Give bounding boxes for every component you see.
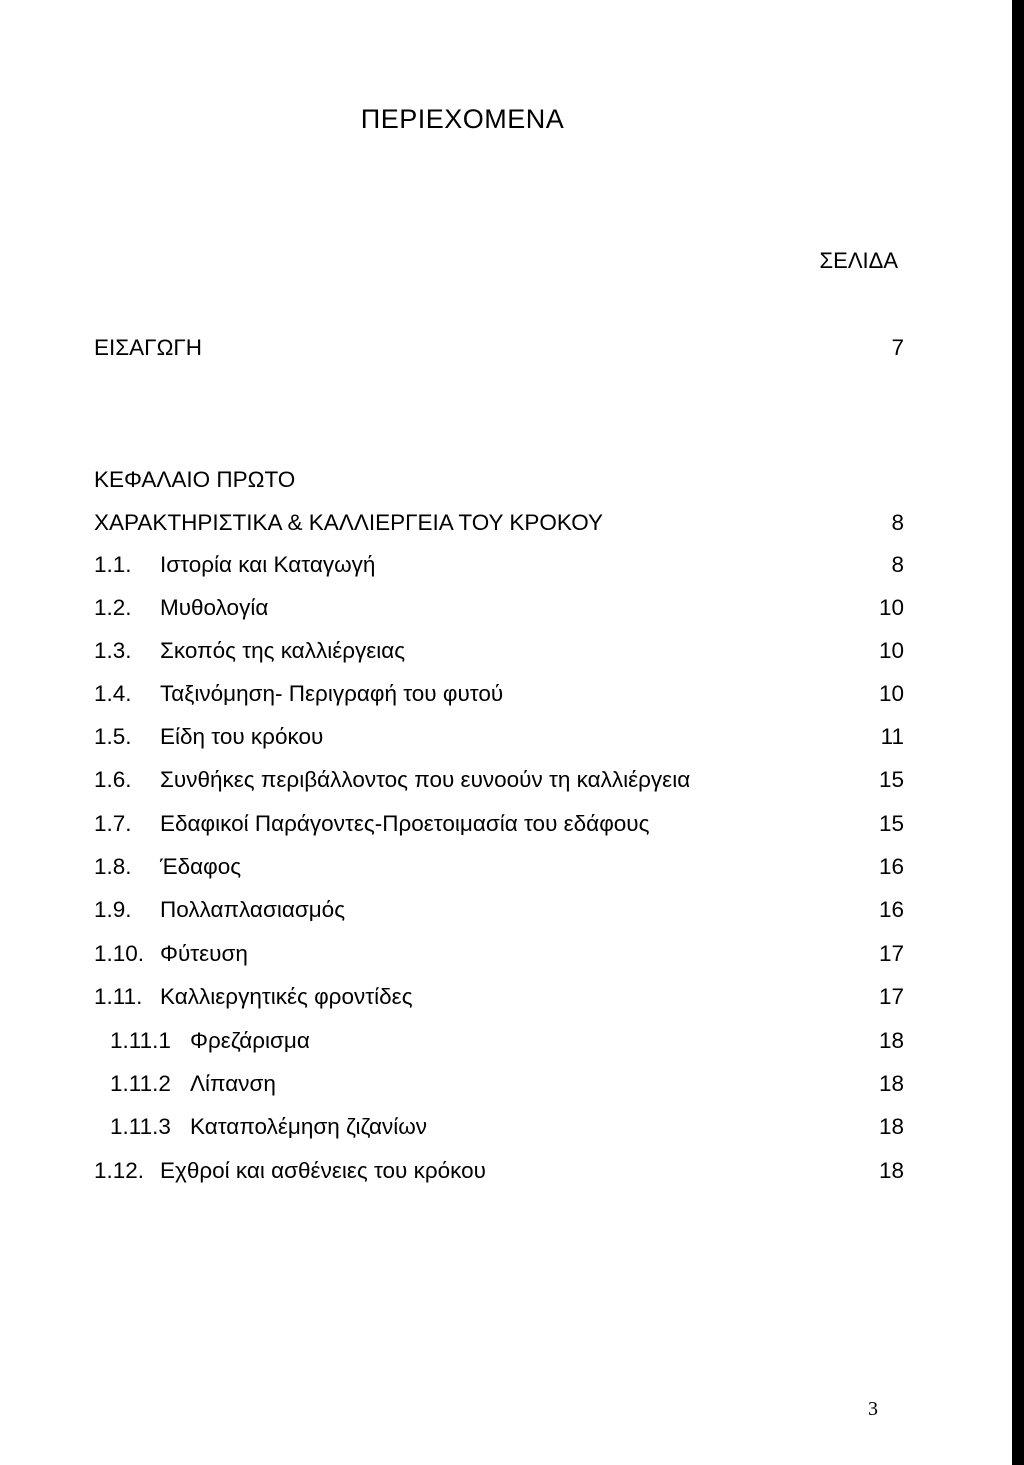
toc-entry — [94, 722, 904, 752]
toc-entry — [94, 636, 904, 666]
chapter-title-row — [94, 508, 904, 538]
toc-entry-label: Εδαφικοί Παράγοντες-Προετοιμασία του εδάφους — [160, 811, 650, 836]
toc-entry-number: 1.11.1 — [110, 1028, 171, 1053]
toc-entry — [94, 593, 904, 623]
chapter-title-page: 8 — [891, 510, 904, 535]
toc-entry-page: 11 — [880, 724, 904, 749]
toc-entry — [94, 1156, 904, 1186]
toc-entry-page: 17 — [878, 941, 904, 966]
toc-entry — [94, 809, 904, 839]
toc-entry-number: 1.6. — [94, 767, 132, 792]
page-title: ΠΕΡΙΕΧΟΜΕΝΑ — [360, 104, 565, 134]
toc-entry-label: Έδαφος — [160, 854, 242, 879]
toc-entry-page: 10 — [878, 638, 904, 663]
toc-entry — [94, 895, 904, 925]
toc-subentry — [94, 1112, 904, 1142]
toc-entry-number: 1.11.3 — [110, 1114, 171, 1139]
toc-entry-page: 10 — [878, 595, 904, 620]
toc-entry-label: Ταξινόμηση- Περιγραφή του φυτού — [160, 681, 504, 706]
toc-entry-number: 1.8. — [94, 854, 132, 879]
toc-entry-label: Πολλαπλασιασμός — [160, 897, 346, 922]
toc-entry-number: 1.5. — [94, 724, 132, 749]
toc-entry-page: 8 — [891, 552, 904, 577]
toc-entry-label: Φρεζάρισμα — [190, 1028, 310, 1053]
toc-entry-label: Φύτευση — [160, 941, 248, 966]
toc-entry — [94, 939, 904, 969]
chapter-heading — [94, 465, 904, 495]
toc-entry — [94, 982, 904, 1012]
toc-entry-page: 16 — [878, 897, 904, 922]
toc-entry-label: Ιστορία και Καταγωγή — [160, 552, 376, 577]
toc-entry-label: Λίπανση — [190, 1071, 276, 1096]
toc-entry-intro — [94, 333, 904, 363]
footer-page-number: 3 — [868, 1398, 878, 1420]
toc-entry-page: 18 — [878, 1114, 904, 1139]
toc-entry — [94, 679, 904, 709]
toc-entry-label: Εχθροί και ασθένειες του κρόκου — [160, 1158, 486, 1183]
toc-entry-label: Μυθολογία — [160, 595, 269, 620]
toc-entry-number: 1.7. — [94, 811, 132, 836]
toc-entry-number: 1.9. — [94, 897, 132, 922]
toc-subentry — [94, 1026, 904, 1056]
toc-entry-label: Σκοπός της καλλιέργειας — [160, 638, 406, 663]
toc-entry-page: 18 — [878, 1028, 904, 1053]
chapter-heading-label: ΚΕΦΑΛΑΙΟ ΠΡΩΤΟ — [94, 467, 296, 492]
toc-entry-number: 1.1. — [94, 552, 132, 577]
toc-entry-number: 1.4. — [94, 681, 132, 706]
chapter-title-label: ΧΑΡΑΚΤΗΡΙΣΤΙΚΑ & ΚΑΛΛΙΕΡΓΕΙΑ ΤΟΥ ΚΡΟΚΟΥ — [94, 510, 603, 535]
toc-entry-number: 1.11. — [94, 984, 143, 1009]
toc-entry-page: 15 — [878, 811, 904, 836]
toc-subentry — [94, 1069, 904, 1099]
toc-entry-number: 1.10. — [94, 941, 145, 966]
toc-entry-page: 18 — [878, 1158, 904, 1183]
toc-entry-page: 16 — [878, 854, 904, 879]
toc-entry — [94, 550, 904, 580]
toc-entry-label: Καταπολέμηση ζιζανίων — [190, 1114, 428, 1139]
page-column-header: ΣΕΛΙΔΑ — [819, 248, 898, 273]
toc-entry-number: 1.12. — [94, 1158, 145, 1183]
toc-entry-page: 15 — [878, 767, 904, 792]
toc-entry-label: Συνθήκες περιβάλλοντος που ευνοούν τη καλλιέργεια — [160, 767, 691, 792]
toc-entry — [94, 765, 904, 795]
toc-entry-page: 17 — [878, 984, 904, 1009]
toc-entry-number: 1.11.2 — [110, 1071, 171, 1096]
toc-entry-label: Είδη του κρόκου — [160, 724, 324, 749]
toc-entry-page: 10 — [878, 681, 904, 706]
toc-entry — [94, 852, 904, 882]
toc-entry-number: 1.2. — [94, 595, 132, 620]
toc-entry-page: 7 — [891, 335, 904, 360]
toc-entry-label: Καλλιεργητικές φροντίδες — [160, 984, 413, 1009]
toc-entry-number: 1.3. — [94, 638, 132, 663]
toc-entry-label: ΕΙΣΑΓΩΓΗ — [94, 335, 203, 360]
toc-entry-page: 18 — [878, 1071, 904, 1096]
